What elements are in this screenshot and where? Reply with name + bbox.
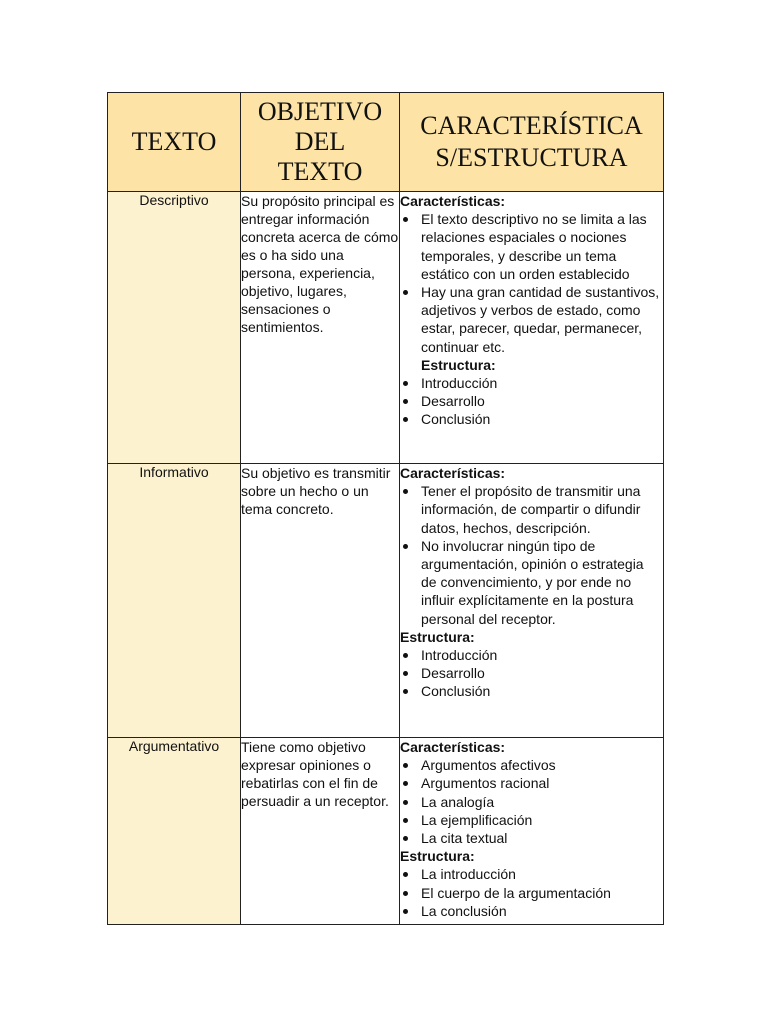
characteristics-cell (400, 738, 664, 925)
characteristics-cell (400, 464, 664, 738)
list-item: La ejemplificación (400, 811, 663, 829)
list-item: Introducción (400, 646, 663, 664)
header-row (108, 93, 664, 192)
characteristics-label: Características: (400, 193, 506, 209)
characteristics-label: Características: (400, 465, 506, 481)
list-item: Desarrollo (400, 392, 663, 410)
header-caracteristicas (400, 93, 664, 192)
structure-label: Estructura: (400, 628, 475, 645)
list-item: Desarrollo (400, 664, 663, 682)
list-item: La cita textual (400, 829, 663, 847)
list-item: Conclusión (400, 682, 663, 700)
objective-text: Tiene como objetivo expresar opiniones o rebatirlas con el fin de persuadir a un receptor. (241, 739, 389, 809)
text-type-cell: Argumentativo (108, 738, 241, 925)
table-row (108, 464, 664, 738)
list-item: Introducción (400, 374, 663, 392)
table-row (108, 738, 664, 925)
objective-cell (241, 464, 400, 738)
list-item: Argumentos racional (400, 774, 663, 792)
text-type-cell: Informativo (108, 464, 241, 738)
characteristics-label: Características: (400, 739, 506, 755)
header-objetivo-line: TEXTO (277, 157, 363, 186)
list-item: El texto descriptivo no se limita a las relaciones espaciales o nociones temporales, y describe un tema estático con un orden establecido (400, 210, 663, 283)
objective-text: Su objetivo es transmitir sobre un hecho o un tema concreto. (241, 465, 391, 517)
list-item: Conclusión (400, 410, 663, 428)
structure-label: Estructura: (400, 848, 475, 865)
structure-list (400, 865, 663, 920)
header-caracteristicas-line: S/ESTRUCTURA (435, 143, 628, 172)
header-objetivo (241, 93, 400, 192)
characteristics-cell (400, 192, 664, 464)
objective-cell (241, 738, 400, 925)
list-item: La analogía (400, 793, 663, 811)
characteristics-list (400, 756, 663, 847)
characteristics-list (400, 210, 663, 356)
header-objetivo-line: OBJETIVO (257, 97, 383, 126)
structure-label: Estructura: (421, 356, 496, 373)
list-item: La introducción (400, 865, 663, 883)
list-item: Argumentos afectivos (400, 756, 663, 774)
text-types-table (107, 92, 664, 925)
list-item: No involucrar ningún tipo de argumentación, opinión o estrategia de convencimiento, y por ende no influir explícitamente en la postura personal del receptor. (400, 537, 663, 628)
characteristics-list (400, 482, 663, 628)
list-item: Tener el propósito de transmitir una información, de compartir o difundir datos, hechos, descripción. (400, 482, 663, 537)
objective-cell (241, 192, 400, 464)
text-type-cell: Descriptivo (108, 192, 241, 464)
header-objetivo-line: DEL (294, 127, 346, 156)
list-item: La conclusión (400, 902, 663, 920)
structure-list (400, 374, 663, 429)
structure-list (400, 646, 663, 701)
objective-text: Su propósito principal es entregar información concreta acerca de cómo es o ha sido una persona, experiencia, objetivo, lugares, sensaciones o sentimientos. (241, 193, 399, 335)
table-row (108, 192, 664, 464)
header-caracteristicas-line: CARACTERÍSTICA (420, 111, 643, 140)
list-item: Hay una gran cantidad de sustantivos, adjetivos y verbos de estado, como estar, parecer, quedar, permanecer, continuar etc. (400, 283, 663, 356)
list-item: El cuerpo de la argumentación (400, 884, 663, 902)
header-texto: TEXTO (108, 93, 241, 192)
